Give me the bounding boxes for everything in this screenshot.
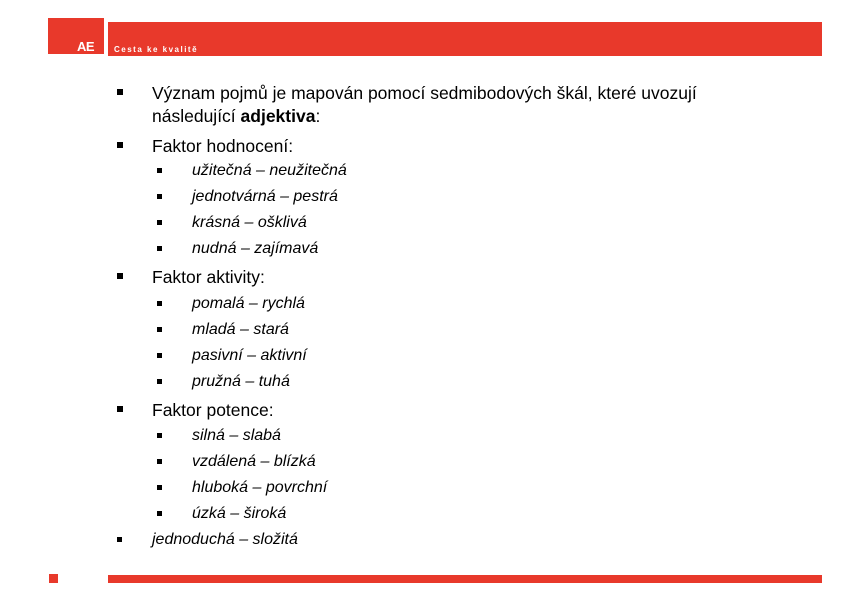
footer-bar — [108, 575, 822, 583]
list-item: vzdálená – blízká — [192, 453, 316, 470]
intro-suffix: : — [315, 106, 321, 126]
list-item: silná – slabá — [192, 427, 281, 444]
list-item: mladá – stará — [192, 321, 289, 338]
factor-evaluation: Faktor hodnocení: — [152, 136, 294, 156]
bullet-icon — [157, 511, 162, 516]
bullet-icon — [117, 406, 123, 412]
intro-line-2 — [152, 105, 320, 127]
list-item: úzká – široká — [192, 505, 287, 522]
bullet-icon — [157, 194, 162, 199]
bullet-icon — [117, 537, 122, 542]
bullet-icon — [157, 168, 162, 173]
bullet-icon — [157, 459, 162, 464]
list-item: krásná – ošklivá — [192, 214, 307, 231]
bullet-icon — [157, 246, 162, 251]
factor-activity: Faktor aktivity: — [152, 267, 265, 287]
list-item: pružná – tuhá — [192, 373, 290, 390]
bullet-icon — [157, 485, 162, 490]
intro-line-1: Význam pojmů je mapován pomocí sedmibodových škál, které uvozují — [152, 83, 697, 103]
bullet-icon — [157, 220, 162, 225]
footer-square — [49, 574, 58, 583]
list-item: nudná – zajímavá — [192, 240, 319, 257]
bullet-icon — [157, 353, 162, 358]
list-item: jednoduchá – složitá — [152, 531, 298, 548]
list-item: pasivní – aktivní — [192, 347, 307, 364]
header-bar — [108, 22, 822, 56]
bullet-icon — [117, 89, 123, 95]
intro-bold: adjektiva — [240, 106, 316, 126]
bullet-icon — [117, 142, 123, 148]
list-item: jednotvárná – pestrá — [192, 188, 338, 205]
list-item: užitečná – neužitečná — [192, 162, 347, 179]
logo-text: AE — [77, 39, 95, 54]
list-item: pomalá – rychlá — [192, 295, 305, 312]
bullet-icon — [117, 273, 123, 279]
slogan: Cesta ke kvalitě — [114, 45, 199, 54]
bullet-icon — [157, 327, 162, 332]
intro-prefix: následující — [152, 106, 241, 126]
bullet-icon — [157, 379, 162, 384]
bullet-icon — [157, 301, 162, 306]
logo — [48, 18, 104, 54]
bullet-icon — [157, 433, 162, 438]
factor-potency: Faktor potence: — [152, 400, 274, 420]
list-item: hluboká – povrchní — [192, 479, 328, 496]
